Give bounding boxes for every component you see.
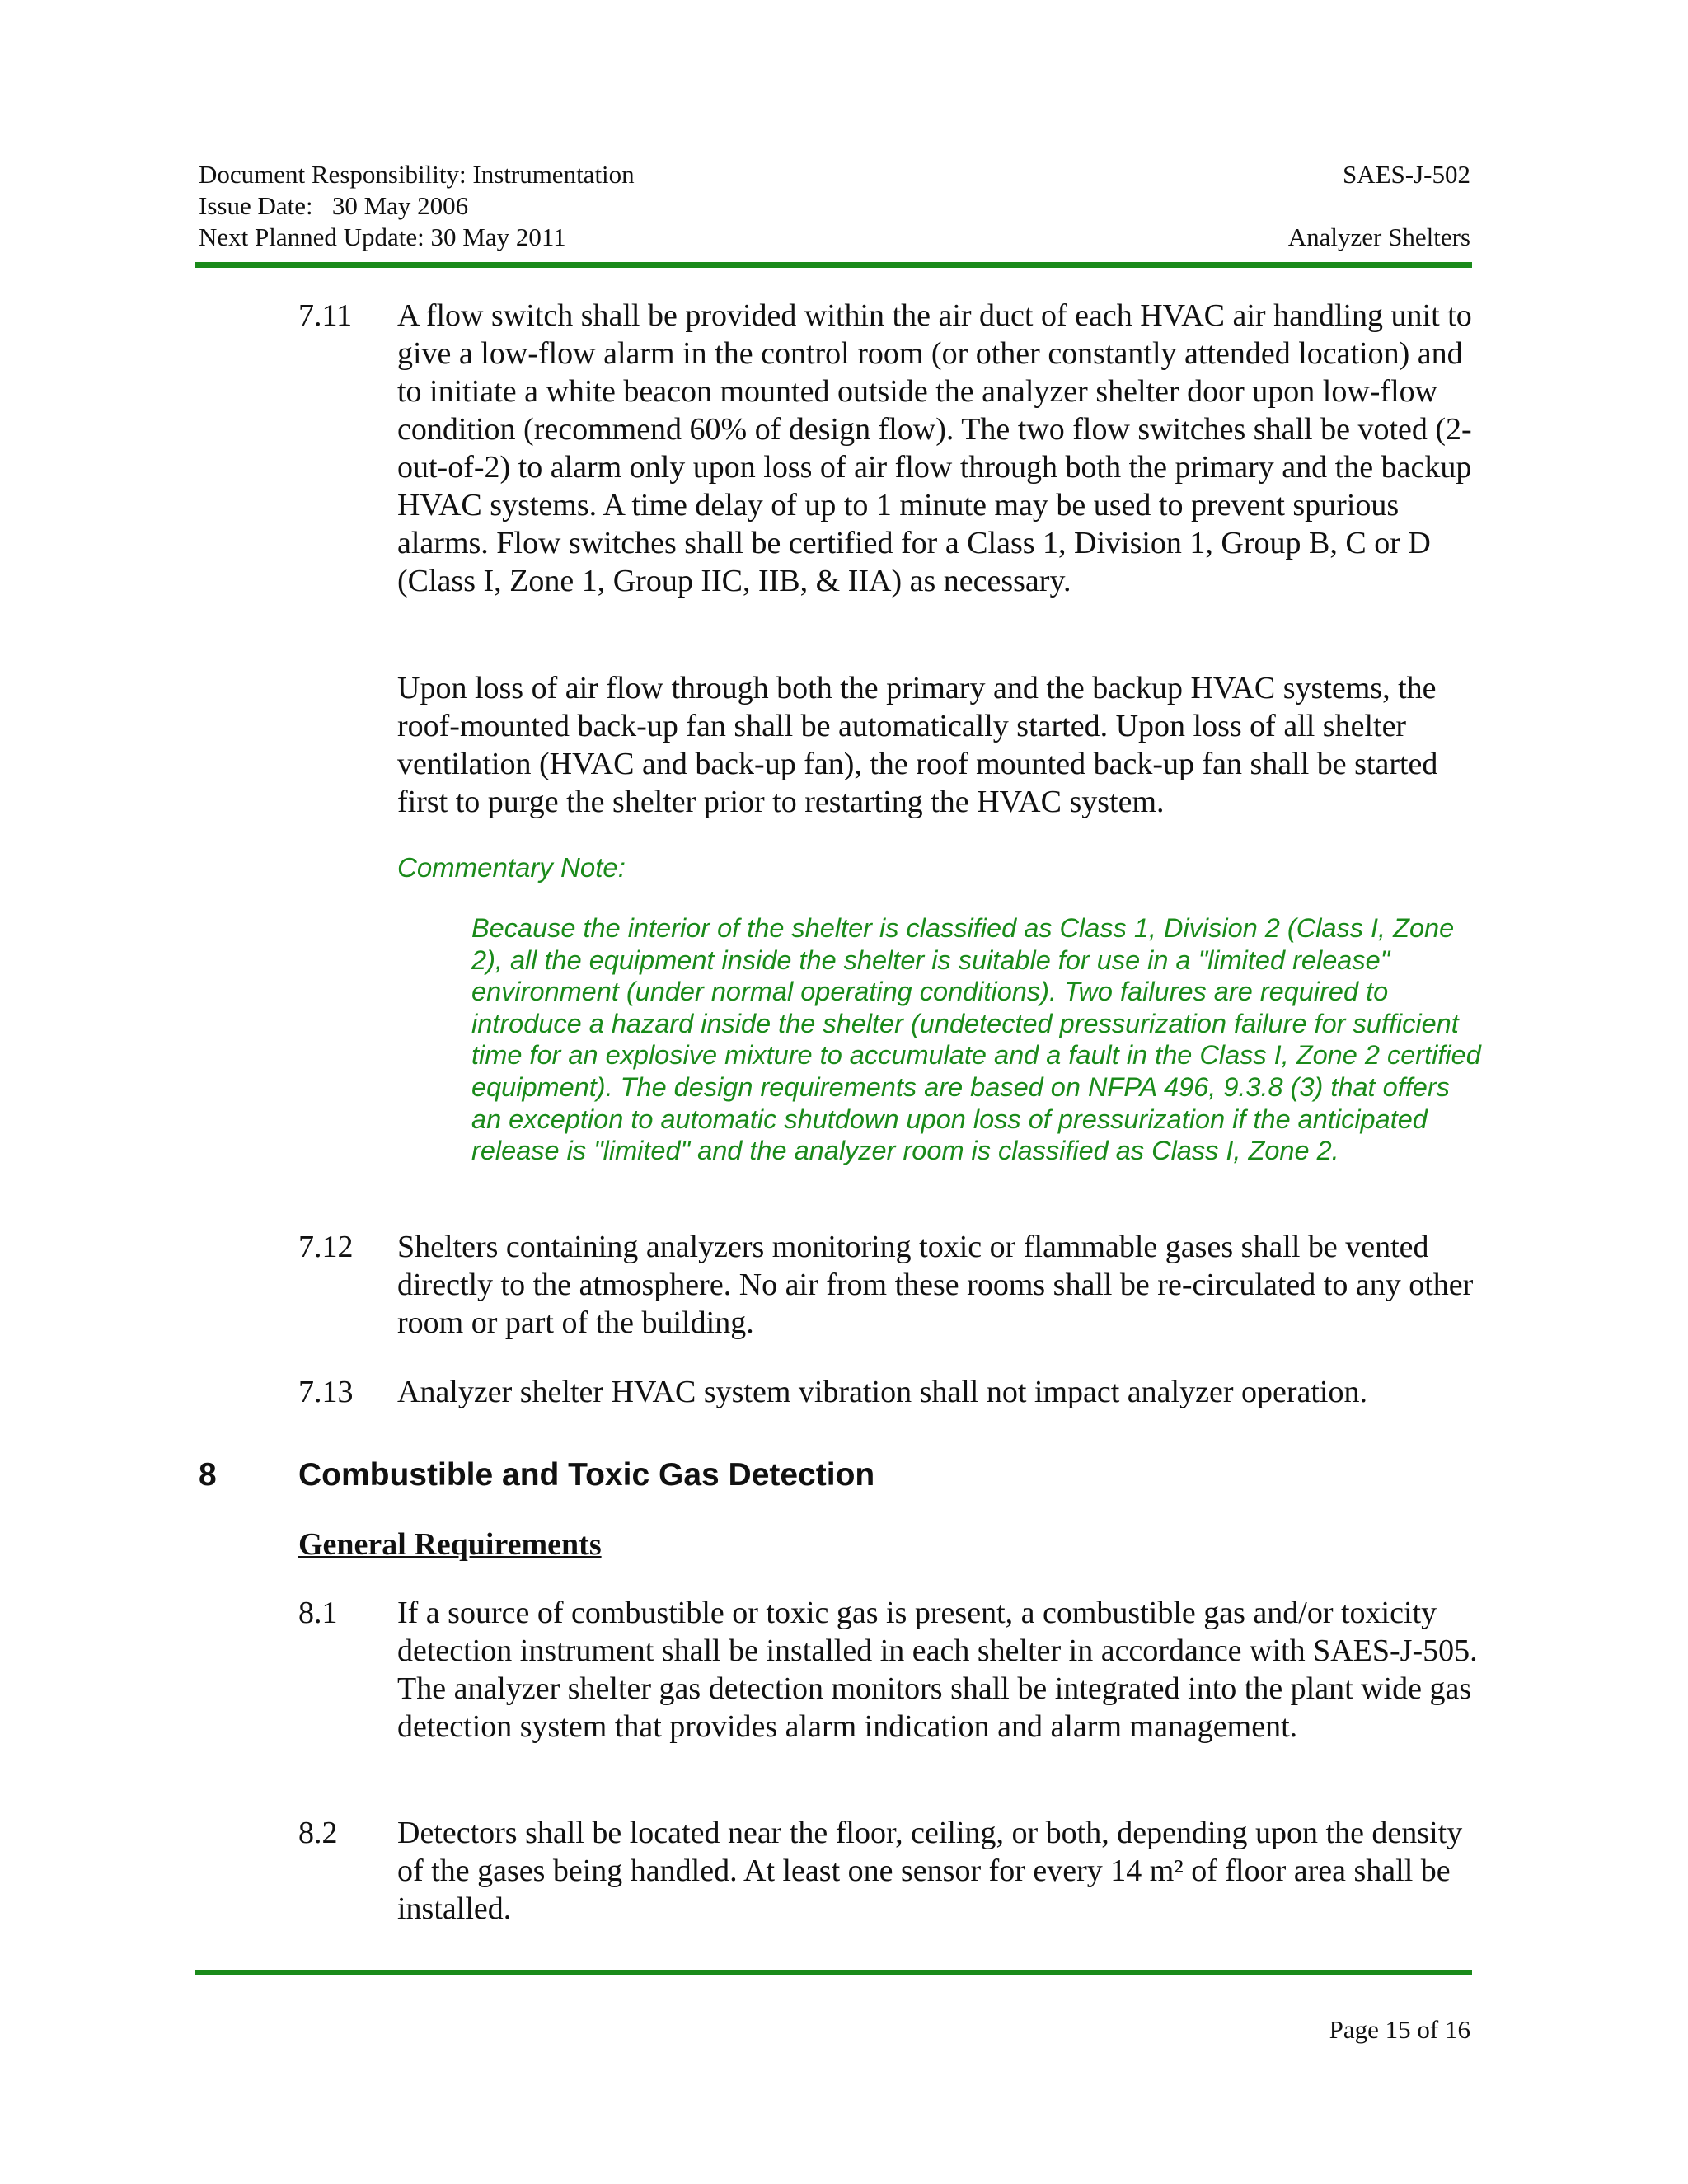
- header-next-update: Next Planned Update: 30 May 2011: [199, 223, 566, 251]
- item-number-7-12: 7.12: [298, 1230, 354, 1264]
- commentary-label: Commentary Note:: [397, 852, 626, 883]
- item-number-7-11: 7.11: [298, 298, 353, 333]
- item-number-8-1: 8.1: [298, 1596, 338, 1630]
- header-issue-date: Issue Date: 30 May 2006: [199, 191, 469, 220]
- item-number-8-2: 8.2: [298, 1816, 338, 1850]
- item-text-7-12: Shelters containing analyzers monitoring toxic or flammable gases shall be vented directly to the atmosphere. No air from these rooms shall be re-circulated to any other room or part of the building.: [397, 1230, 1474, 1340]
- page-number: Page 15 of 16: [1329, 2015, 1470, 2044]
- header-responsibility: Document Responsibility: Instrumentation: [199, 160, 635, 189]
- item-text-8-1: If a source of combustible or toxic gas is present, a combustible gas and/or toxicity detection instrument shall be installed in each shelter in accordance with SAES-J-505. The analyzer shelter gas detection monitors shall be integrated into the plant wide gas detection system that provides alarm indication and alarm management.: [397, 1596, 1478, 1744]
- header-rule: [195, 262, 1472, 268]
- item-number-7-13: 7.13: [298, 1375, 354, 1409]
- section-number: 8: [199, 1457, 217, 1493]
- header-doc-number: SAES-J-502: [1342, 160, 1470, 189]
- item-text-7-11: A flow switch shall be provided within the air duct of each HVAC air handling unit to give a low-flow alarm in the control room (or other constantly attended location) and to initiate a white beacon mounted outside the analyzer shelter door upon low-flow condition (recommend 60% of design flow). The two flow switches shall be voted (2-out-of-2) to alarm only upon loss of air flow through both the primary and the backup HVAC systems. A time delay of up to 1 minute may be used to prevent spurious alarms. Flow switches shall be certified for a Class 1, Division 1, Group B, C or D (Class I, Zone 1, Group IIC, IIB, & IIA) as necessary.: [397, 298, 1472, 598]
- commentary-text: Because the interior of the shelter is classified as Class 1, Division 2 (Class I, Zone 2), all the equipment inside the shelter is suitable for use in a "limited release" environment (under normal operating conditions). Two failures are required to introduce a hazard inside the shelter (undetected pressurization failure for sufficient time for an explosive mixture to accumulate and a fault in the Class I, Zone 2 certified equipment). The design requirements are based on NFPA 496, 9.3.8 (3) that offers an exception to automatic shutdown upon loss of pressurization if the anticipated release is "limited" and the analyzer room is classified as Class I, Zone 2.: [471, 913, 1481, 1166]
- item-text-8-2: Detectors shall be located near the floor, ceiling, or both, depending upon the density of the gases being handled. At least one sensor for every 14 m² of floor area shall be installed.: [397, 1816, 1463, 1926]
- header-doc-title: Analyzer Shelters: [1287, 223, 1470, 251]
- subheading-general-requirements: General Requirements: [298, 1527, 602, 1562]
- section-title: Combustible and Toxic Gas Detection: [298, 1457, 875, 1493]
- item-text-7-11-continued: Upon loss of air flow through both the primary and the backup HVAC systems, the roof-mounted back-up fan shall be automatically started. Upon loss of all shelter ventilation (HVAC and back-up fan), the roof mounted back-up fan shall be started first to purge the shelter prior to restarting the HVAC system.: [397, 671, 1438, 819]
- footer-rule: [195, 1970, 1472, 1975]
- item-text-7-13: Analyzer shelter HVAC system vibration shall not impact analyzer operation.: [397, 1375, 1367, 1409]
- header-left: [199, 159, 635, 253]
